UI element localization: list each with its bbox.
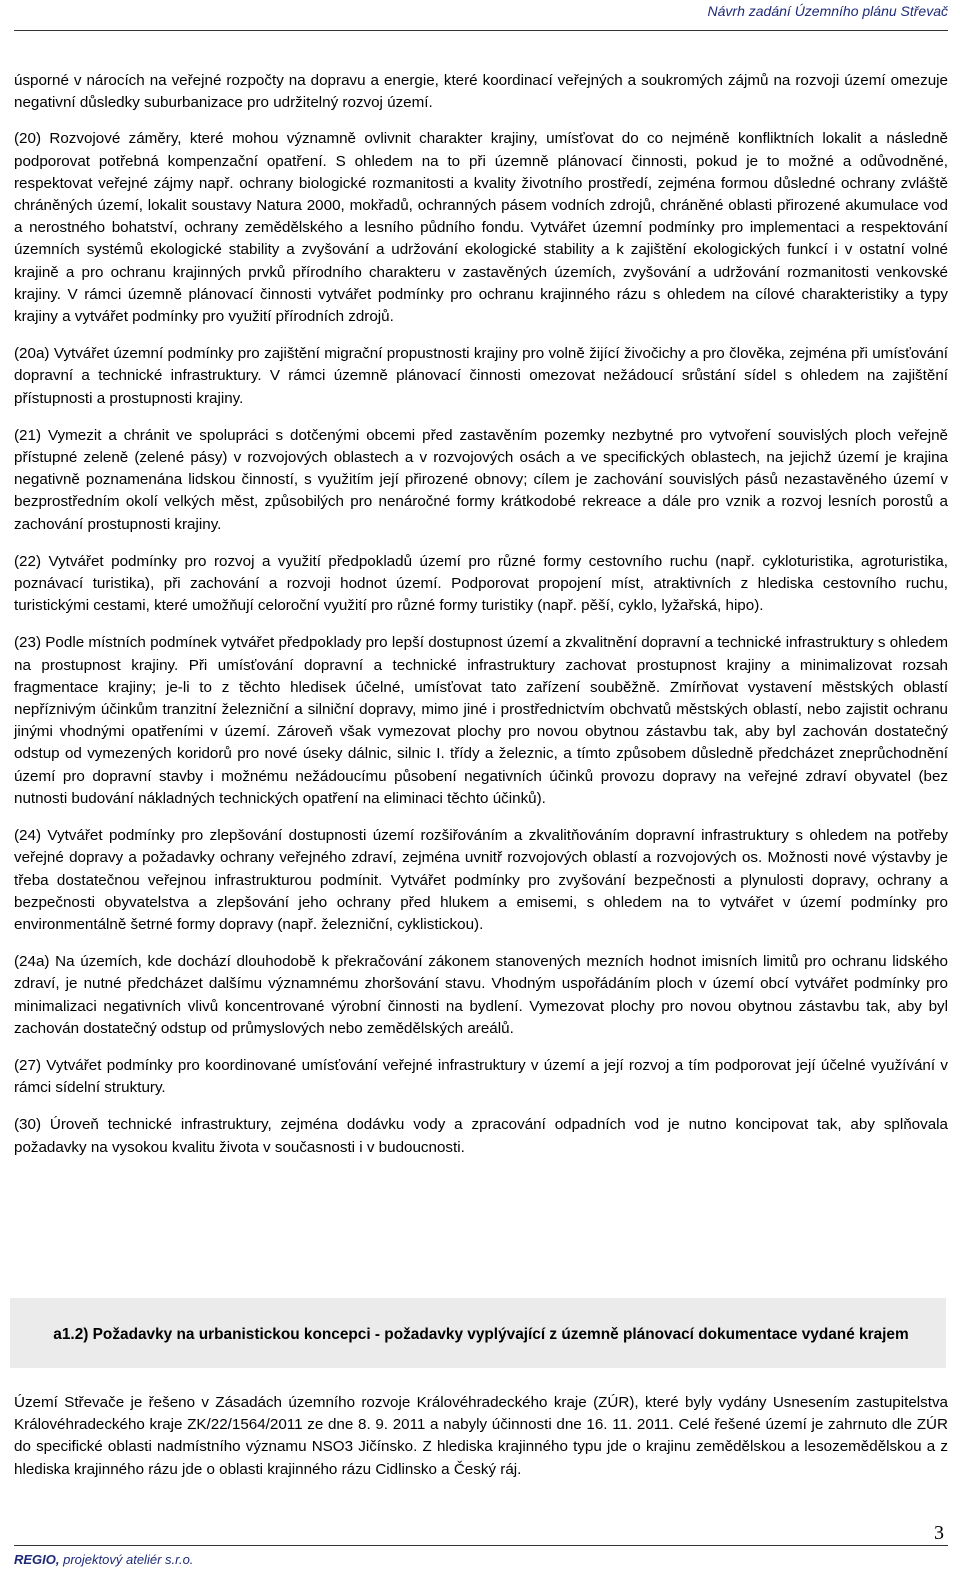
- paragraph-20: (20) Rozvojové záměry, které mohou významně ovlivnit charakter krajiny, umísťovat do co nejméně konfliktních lokalit a následně podporovat potřebná kompenzační opatření. S ohledem na to při územně plánovací činnosti, pokud je to možné a odůvodněné, respektovat veřejné zájmy např. ochrany biologické rozmanitosti a kvality životního prostředí, zejména formou důsledné ochrany zvláště chráněných území, lokalit soustavy Natura 2000, mokřadů, ochranných pásem vodních zdrojů, chráněné oblasti přirozené akumulace vod a nerostného bohatství, ochrany zemědělského a lesního půdního fondu. Vytvářet územní podmínky pro implementaci a respektování územních systémů ekologické stability a zvyšování a udržování ekologické stability a k zajištění ekologických funkcí i v ostatní volné krajině a pro ochranu krajinných prvků přírodního charakteru v zastavěných územích, zvyšování a udržování rozmanitosti venkovské krajiny. V rámci územně plánovací činnosti vytvářet podmínky pro ochranu krajinného rázu s ohledem na cílové charakteristiky a typy krajiny a vytvářet podmínky pro využití přírodních zdrojů.: [14, 130, 948, 326]
- footer-company-rest: projektový ateliér s.r.o.: [59, 1552, 194, 1567]
- footer-company-name: REGIO,: [14, 1552, 60, 1567]
- footer-divider: [14, 1545, 948, 1546]
- paragraph-24: (24) Vytvářet podmínky pro zlepšování dostupnosti území rozšiřováním a zkvalitňováním dopravní infrastruktury s ohledem na potřeby veřejné dopravy a požadavky ochrany veřejného zdraví, zejména uvnitř rozvojových oblastí a rozvojových os. Možnosti nové výstavby je třeba dostatečnou veřejnou infrastrukturou podmínit. Vytvářet podmínky pro zvyšování bezpečnosti a plynulosti dopravy, ochrany a bezpečnosti obyvatelstva a zlepšování jeho ochrany před hlukem a emisemi, s ohledem na to vytvářet v území podmínky pro environmentálně šetrné formy dopravy (např. železniční, cyklistickou).: [14, 827, 948, 933]
- header-divider: [14, 30, 948, 31]
- paragraph-27: (27) Vytvářet podmínky pro koordinované umísťování veřejné infrastruktury v území a její rozvoj a tím podporovat její účelné využívání v rámci sídelní struktury.: [14, 1056, 948, 1097]
- paragraph-24a: (24a) Na územích, kde dochází dlouhodobě k překračování zákonem stanovených mezních hodnot imisních limitů pro ochranu lidského zdraví, je nutné předcházet dalšímu významnému zhoršování stavu. Vhodným uspořádáním ploch v území obcí vytvářet podmínky pro minimalizaci negativních vlivů koncentrované výrobní činnosti na bydlení. Vymezovat plochy pro novou obytnou zástavbu tak, aby byl zachován dostatečný odstup od průmyslových nebo zemědělských areálů.: [14, 953, 948, 1037]
- page-header-title: Návrh zadání Územního plánu Střevač: [707, 3, 948, 19]
- paragraph-23: (23) Podle místních podmínek vytvářet předpoklady pro lepší dostupnost území a zkvalitnění dopravní a technické infrastruktury s ohledem na prostupnost krajiny. Při umísťování dopravní a technické infrastruktury zachovat prostupnost krajiny a minimalizovat rozsah fragmentace krajiny; je-li to z těchto hledisek účelné, umísťovat tato zařízení souběžně. Zmírňovat vystavení městských oblastí nepříznivým účinkům tranzitní železniční a silniční dopravy, mimo jiné i prostřednictvím obchvatů městských oblastí, nebo zajistit ochranu jinými vhodnými opatřeními v území. Zároveň však vymezovat plochy pro novou obytnou zástavbu tak, aby byl zachován dostatečný odstup od vymezených koridorů pro nové úseky dálnic, silnic I. třídy a železnic, a tímto způsobem důsledně předcházet zneprůchodnění území pro dopravní stavby i možnému nežádoucímu působení negativních účinků provozu dopravy na veřejné zdraví obyvatel (bez nutnosti budování nákladných technických opatření na eliminaci těchto účinků).: [14, 634, 948, 807]
- section-heading: a1.2) Požadavky na urbanistickou koncepci - požadavky vyplývající z územně plánovací dokumentace vydané krajem: [53, 1326, 909, 1343]
- paragraph-22: (22) Vytvářet podmínky pro rozvoj a využití předpokladů území pro různé formy cestovního ruchu (např. cykloturistika, agroturistika, poznávací turistika), při zachování a rozvoji hodnot území. Podporovat propojení míst, atraktivních z hlediska cestovního ruchu, turistickými cestami, které umožňují celoroční využití pro různé formy turistiky (např. pěší, cyklo, lyžařská, hipo).: [14, 552, 948, 615]
- footer-company: [14, 1552, 193, 1567]
- document-body: [14, 70, 948, 1174]
- paragraph-21: (21) Vymezit a chránit ve spolupráci s dotčenými obcemi před zastavěním pozemky nezbytné pro vytvoření souvislých ploch veřejně přístupné zeleně (zelené pásy) v rozvojových oblastech a v rozvojových osách a ve specifických oblastech, na jejichž území je krajina negativně poznamenána lidskou činností, s využitím její přirozené obnovy; cílem je zachování souvislých pásů nezastavěného území v bezprostředním okolí velkých měst, způsobilých pro nenáročné formy krátkodobé rekreace a dále pro vznik a rozvoj lesních porostů a zachování prostupnosti krajiny.: [14, 426, 948, 533]
- page-number: 3: [934, 1522, 944, 1544]
- paragraph-continuation: úsporné v nárocích na veřejné rozpočty na dopravu a energie, které koordinací veřejných a soukromých zájmů na rozvoji území omezuje negativní důsledky suburbanizace pro udržitelný rozvoj území.: [14, 72, 948, 112]
- section-intro-paragraph: Území Střevače je řešeno v Zásadách územního rozvoje Královéhradeckého kraje (ZÚR), které byly vydány Usnesením zastupitelstva Královéhradeckého kraje ZK/22/1564/2011 ze dne 8. 9. 2011 a nabyly účinnosti dne 16. 11. 2011. Celé řešené území je zahrnuto dle ZÚR do specifické oblasti nadmístního významu NSO3 Jičínsko. Z hlediska krajinného typu jde o krajinu zemědělskou a lesozemědělskou a z hlediska krajinného rázu jde o oblasti krajinného rázu Cidlinsko a Český ráj.: [14, 1394, 948, 1478]
- paragraph-20a: (20a) Vytvářet územní podmínky pro zajištění migrační propustnosti krajiny pro volně žijící živočichy a pro člověka, zejména při umísťování dopravní a technické infrastruktury. V rámci územně plánovací činnosti omezovat nežádoucí srůstání sídel s ohledem na zajištění přístupnosti a prostupnosti krajiny.: [14, 345, 948, 407]
- paragraph-30: (30) Úroveň technické infrastruktury, zejména dodávku vody a zpracování odpadních vod je nutno koncipovat tak, aby splňovala požadavky na vysokou kvalitu života v současnosti i v budoucnosti.: [14, 1116, 948, 1156]
